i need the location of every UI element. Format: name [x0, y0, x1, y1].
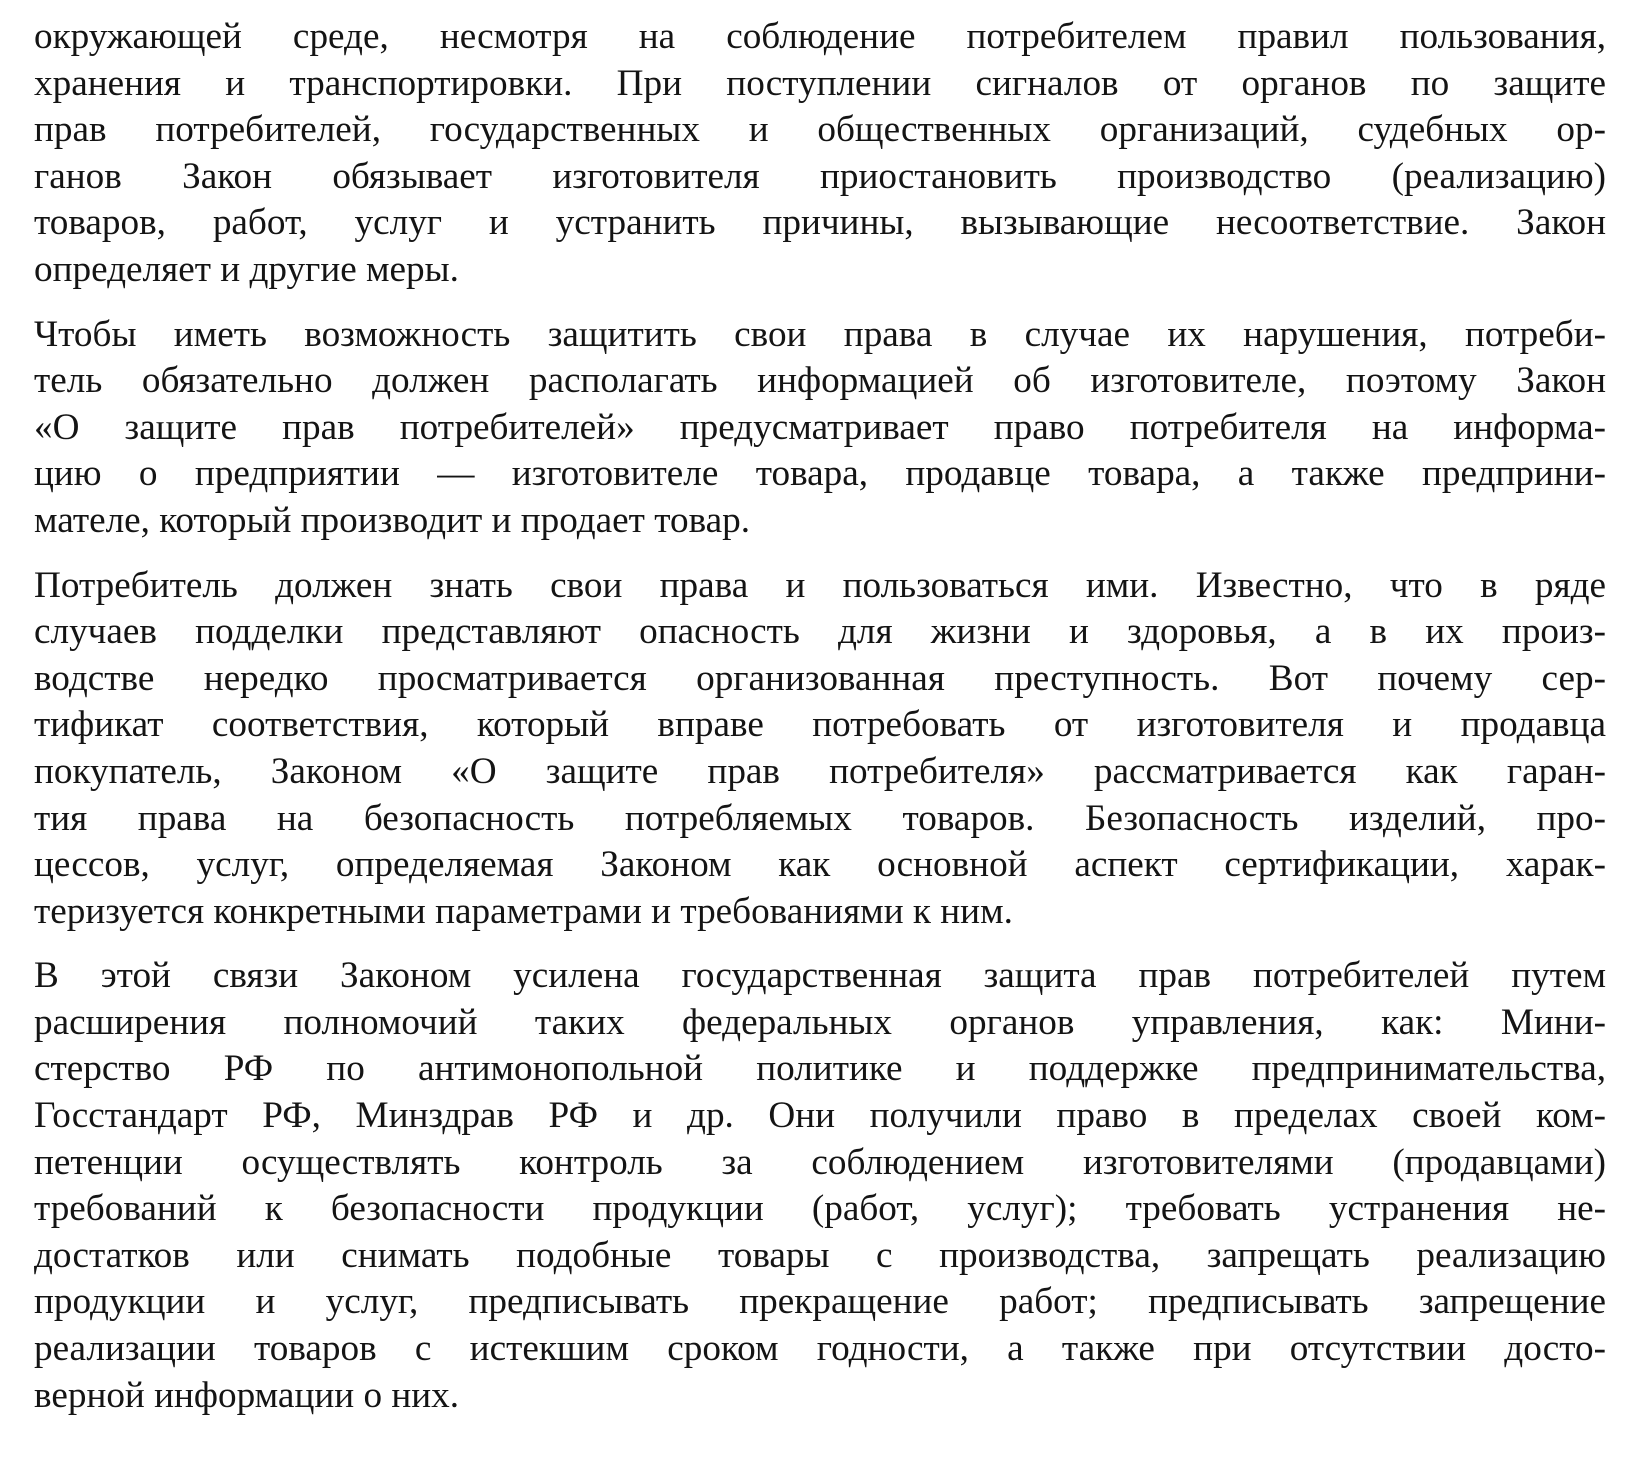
text-line: хранения и транспортировки. При поступлении сигналов от органов по защите — [34, 62, 1606, 104]
text-line: определяет и другие меры. — [34, 248, 459, 290]
text-line: покупатель, Законом «О защите прав потребителя» рассматривается как гаран- — [34, 750, 1606, 792]
document-page — [34, 14, 1606, 1437]
text-line: тель обязательно должен располагать информацией об изготовителе, поэтому Закон — [34, 360, 1606, 402]
text-line: стерство РФ по антимонопольной политике и поддержке предпринимательства, — [34, 1048, 1606, 1090]
text-line: реализации товаров с истекшим сроком годности, а также при отсутствии досто- — [34, 1328, 1606, 1370]
text-line: требований к безопасности продукции (работ, услуг); требовать устранения не- — [34, 1188, 1606, 1230]
text-line: цессов, услуг, определяемая Законом как основной аспект сертификации, харак- — [34, 844, 1606, 886]
text-line: случаев подделки представляют опасность для жизни и здоровья, а в их произ- — [34, 611, 1606, 653]
text-line: ганов Закон обязывает изготовителя приостановить производство (реализацию) — [34, 155, 1606, 197]
paragraph-4 — [34, 953, 1606, 1419]
paragraph-2 — [34, 312, 1606, 545]
text-line: цию о предприятии — изготовителе товара, продавце товара, а также предприни- — [34, 453, 1606, 495]
paragraph-1 — [34, 14, 1606, 294]
text-line: товаров, работ, услуг и устранить причины, вызывающие несоответствие. Закон — [34, 202, 1606, 244]
text-line: расширения полномочий таких федеральных органов управления, как: Мини- — [34, 1001, 1606, 1043]
text-line: теризуется конкретными параметрами и требованиями к ним. — [34, 890, 1013, 932]
text-line: тия права на безопасность потребляемых товаров. Безопасность изделий, про- — [34, 797, 1606, 839]
text-line: прав потребителей, государственных и общественных организаций, судебных ор- — [34, 109, 1606, 151]
text-line: тификат соответствия, который вправе потребовать от изготовителя и продавца — [34, 704, 1606, 746]
text-line: продукции и услуг, предписывать прекращение работ; предписывать запрещение — [34, 1281, 1606, 1323]
text-line: окружающей среде, несмотря на соблюдение потребителем правил пользования, — [34, 16, 1606, 57]
text-line: верной информации о них. — [34, 1374, 460, 1416]
text-line: петенции осуществлять контроль за соблюдением изготовителями (продавцами) — [34, 1141, 1606, 1183]
text-line: Потребитель должен знать свои права и пользоваться ими. Известно, что в ряде — [34, 564, 1606, 606]
text-line: «О защите прав потребителей» предусматривает право потребителя на информа- — [34, 406, 1606, 448]
text-line: достатков или снимать подобные товары с производства, запрещать реализацию — [34, 1234, 1606, 1276]
text-line: мателе, который производит и продает товар. — [34, 499, 751, 541]
text-line: В этой связи Законом усилена государственная защита прав потребителей путем — [34, 955, 1606, 997]
text-line: Чтобы иметь возможность защитить свои права в случае их нарушения, потреби- — [34, 313, 1606, 355]
text-line: Госстандарт РФ, Минздрав РФ и др. Они получили право в пределах своей ком- — [34, 1095, 1606, 1137]
text-line: водстве нередко просматривается организованная преступность. Вот почему сер- — [34, 657, 1606, 699]
paragraph-3 — [34, 563, 1606, 936]
